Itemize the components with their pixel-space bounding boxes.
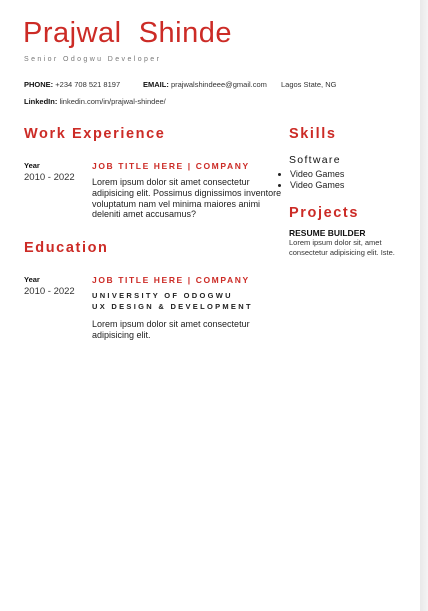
project-description: Lorem ipsum dolor sit, amet consectetur adipisicing elit. Iste. bbox=[289, 238, 395, 257]
education-year-label: Year bbox=[24, 275, 40, 284]
contact-location: Lagos State, NG bbox=[281, 80, 337, 89]
resume-subtitle: Senior Odogwu Developer bbox=[24, 56, 162, 63]
email-label: EMAIL: bbox=[143, 80, 169, 89]
email-value[interactable]: prajwalshindeee@gmail.com bbox=[170, 80, 267, 89]
education-job-title: JOB TITLE HERE | COMPANY bbox=[92, 275, 250, 285]
linkedin-value[interactable]: linkedin.com/in/prajwal-shindee/ bbox=[59, 97, 166, 106]
work-year-range: 2010 - 2022 bbox=[24, 172, 75, 183]
education-school: UNIVERSITY OF ODOGWU bbox=[92, 291, 233, 300]
work-year-label: Year bbox=[24, 161, 40, 170]
contact-email bbox=[143, 80, 267, 89]
page-edge bbox=[420, 0, 428, 611]
work-description: Lorem ipsum dolor sit amet consectetur adipisicing elit. Possimus dignissimos inventore voluptatum nam vel minima maiores animi deleniti amet accusamus? bbox=[92, 177, 282, 220]
contact-linkedin bbox=[24, 97, 166, 106]
work-job-title: JOB TITLE HERE | COMPANY bbox=[92, 161, 250, 171]
project-name: RESUME BUILDER bbox=[289, 228, 366, 238]
resume-name: Prajwal Shinde bbox=[23, 17, 232, 49]
education-description: Lorem ipsum dolor sit amet consectetur adipisicing elit. bbox=[92, 319, 250, 340]
phone-label: PHONE: bbox=[24, 80, 54, 89]
education-year-range: 2010 - 2022 bbox=[24, 286, 75, 297]
education-degree: UX DESIGN & DEVELOPMENT bbox=[92, 302, 253, 311]
linkedin-label: LinkedIn: bbox=[24, 97, 58, 106]
projects-title: Projects bbox=[289, 205, 360, 221]
skills-title: Skills bbox=[289, 126, 337, 142]
skill-item: • Video Games bbox=[290, 180, 344, 191]
skills-subtitle: Software bbox=[289, 154, 341, 166]
skill-item: • Video Games bbox=[290, 169, 344, 180]
phone-value: +234 708 521 8197 bbox=[55, 80, 121, 89]
education-title: Education bbox=[24, 240, 109, 256]
contact-phone bbox=[24, 80, 120, 89]
work-experience-title: Work Experience bbox=[24, 126, 166, 142]
skills-list bbox=[281, 169, 344, 191]
